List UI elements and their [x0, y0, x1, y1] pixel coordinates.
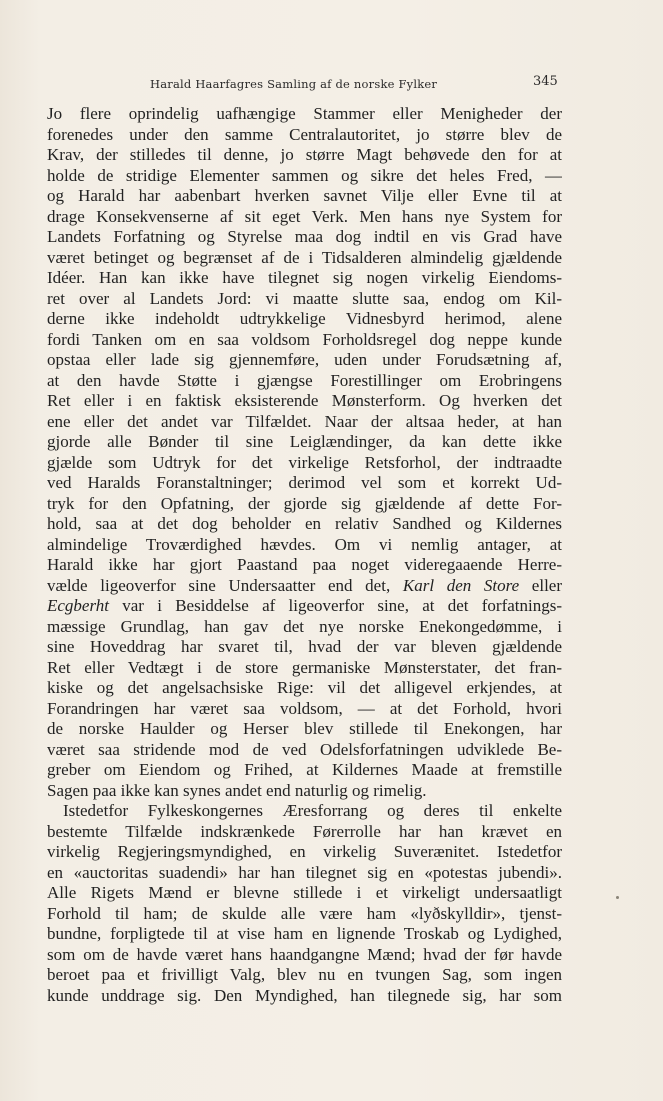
- text-line: været betinget og begrænset af de i Tidsalderen almindelig gjældende: [47, 247, 562, 267]
- text-line: Jo flere oprindelig uafhængige Stammer eller Menigheder der: [47, 104, 562, 123]
- text-line: ved Haralds Foranstaltninger; derimod vel som et korrekt Ud-: [47, 473, 562, 492]
- text-line: virkelig Regjeringsmyndighed, en virkelig Suverænitet. Istedetfor: [47, 842, 562, 861]
- text-line: opstaa eller lade sig gjennemføre, uden under Forudsætning af,: [47, 350, 562, 369]
- text-line: greber om Eiendom og Frihed, at Kildernes Maade at fremstille: [47, 760, 562, 779]
- text-line: Harald ikke har gjort Paastand paa noget videregaaende Herre-: [47, 555, 562, 574]
- text-line: Forandringen har været saa voldsom, — at det Forhold, hvori: [47, 698, 562, 718]
- text-line: Krav, der stilledes til denne, jo større Magt behøvede den for at: [47, 145, 562, 164]
- text-line: og Harald har aabenbart hverken savnet Vilje eller Evne til at: [47, 186, 562, 205]
- text-line: [47, 596, 562, 617]
- text-line: [47, 576, 562, 597]
- text-line: Idéer. Han kan ikke have tilegnet sig nogen virkelig Eiendoms-: [47, 268, 562, 287]
- text-line: forenedes under den samme Centralautoritet, jo større blev de: [47, 124, 562, 144]
- text-line: bestemte Tilfælde indskrænkede Førerrolle har han krævet en: [47, 821, 562, 841]
- text-line: holde de stridige Elementer sammen og sikre det heles Fred, —: [47, 165, 562, 185]
- italic-name: Ecgberht: [47, 596, 110, 615]
- text-line: fordi Tanken om en saa voldsom Forholdsregel dog neppe kunde: [47, 329, 562, 349]
- paper-speck: [616, 896, 619, 899]
- text-line: kiske og det angelsachsiske Rige: vil det alligevel erkjendes, at: [47, 678, 562, 697]
- text-line: de norske Haulder og Herser blev stillede til Enekongen, har: [47, 719, 562, 738]
- text-line: Forhold til ham; de skulde alle være ham «lyðskylldir», tjenst-: [47, 903, 562, 923]
- text-line: Alle Rigets Mænd er blevne stillede i et virkeligt undersaatligt: [47, 883, 562, 902]
- text-line: gjælde som Udtryk for det virkelige Retsforhol, der indtraadte: [47, 452, 562, 472]
- text-segment: vælde ligeoverfor sine Undersaatter end det,: [47, 575, 403, 595]
- text-line: mæssige Grundlag, han gav det nye norske Enekongedømme, i: [47, 616, 562, 636]
- text-line: sine Hoveddrag har svaret til, hvad der var bleven gjældende: [47, 637, 562, 656]
- text-line: kunde unddrage sig. Den Myndighed, han tilegnede sig, har som: [47, 985, 562, 1005]
- text-line: Sagen paa ikke kan synes andet end naturlig og rimelig.: [47, 780, 427, 800]
- text-line: drage Konsekvenserne af sit eget Verk. Men hans nye System for: [47, 206, 562, 226]
- text-line: bundne, forpligtede til at vise ham en lignende Troskab og Lydighed,: [47, 924, 562, 943]
- running-head: Harald Haarfagres Samling af de norske Fylker: [150, 77, 438, 91]
- text-line: Ret eller i en faktisk eksisterende Mønsterform. Og hverken det: [47, 391, 562, 410]
- text-line: beroet paa et frivilligt Valg, blev nu en tvungen Sag, som ingen: [47, 965, 562, 984]
- text-line: Landets Forfatning og Styrelse maa dog indtil en vis Grad have: [47, 227, 562, 246]
- text-line: Istedetfor Fylkeskongernes Æresforrang og deres til enkelte: [63, 801, 562, 820]
- text-segment: eller: [519, 575, 562, 595]
- italic-name: Karl den Store: [402, 575, 520, 595]
- body-text: [47, 104, 562, 1006]
- text-line: at den havde Støtte i gjængse Forestillinger om Erobringens: [47, 370, 562, 390]
- text-line: ret over al Landets Jord: vi maatte slutte saa, endog om Kil-: [47, 288, 562, 308]
- text-line: Ret eller Vedtægt i de store germaniske Mønsterstater, det fran-: [47, 657, 562, 677]
- text-segment: var i Besiddelse af ligeoverfor sine, at det forfatnings-: [109, 596, 562, 615]
- text-line: en «auctoritas suadendi» har han tilegnet sig en «potestas jubendi».: [47, 862, 562, 882]
- text-line: hold, saa at det dog beholder en relativ Sandhed og Kildernes: [47, 514, 562, 533]
- text-line: derne ikke indeholdt udtrykkelige Vidnesbyrd herimod, alene: [47, 309, 562, 328]
- text-line: almindelige Troværdighed hævdes. Om vi nemlig antager, at: [47, 534, 562, 554]
- text-line: tryk for den Opfatning, der gjorde sig gjældende af dette For-: [47, 493, 562, 513]
- text-line: gjorde alle Bønder til sine Leiglændinger, da kan dette ikke: [47, 432, 562, 451]
- text-line: været saa stridende mod de ved Odelsforfatningen udviklede Be-: [47, 739, 562, 759]
- page-number: 345: [533, 74, 558, 89]
- text-line: som om de havde været hans haandgangne Mænd; hvad der før havde: [47, 944, 562, 964]
- text-line: ene eller det andet var Tilfældet. Naar der altsaa heder, at han: [47, 411, 562, 431]
